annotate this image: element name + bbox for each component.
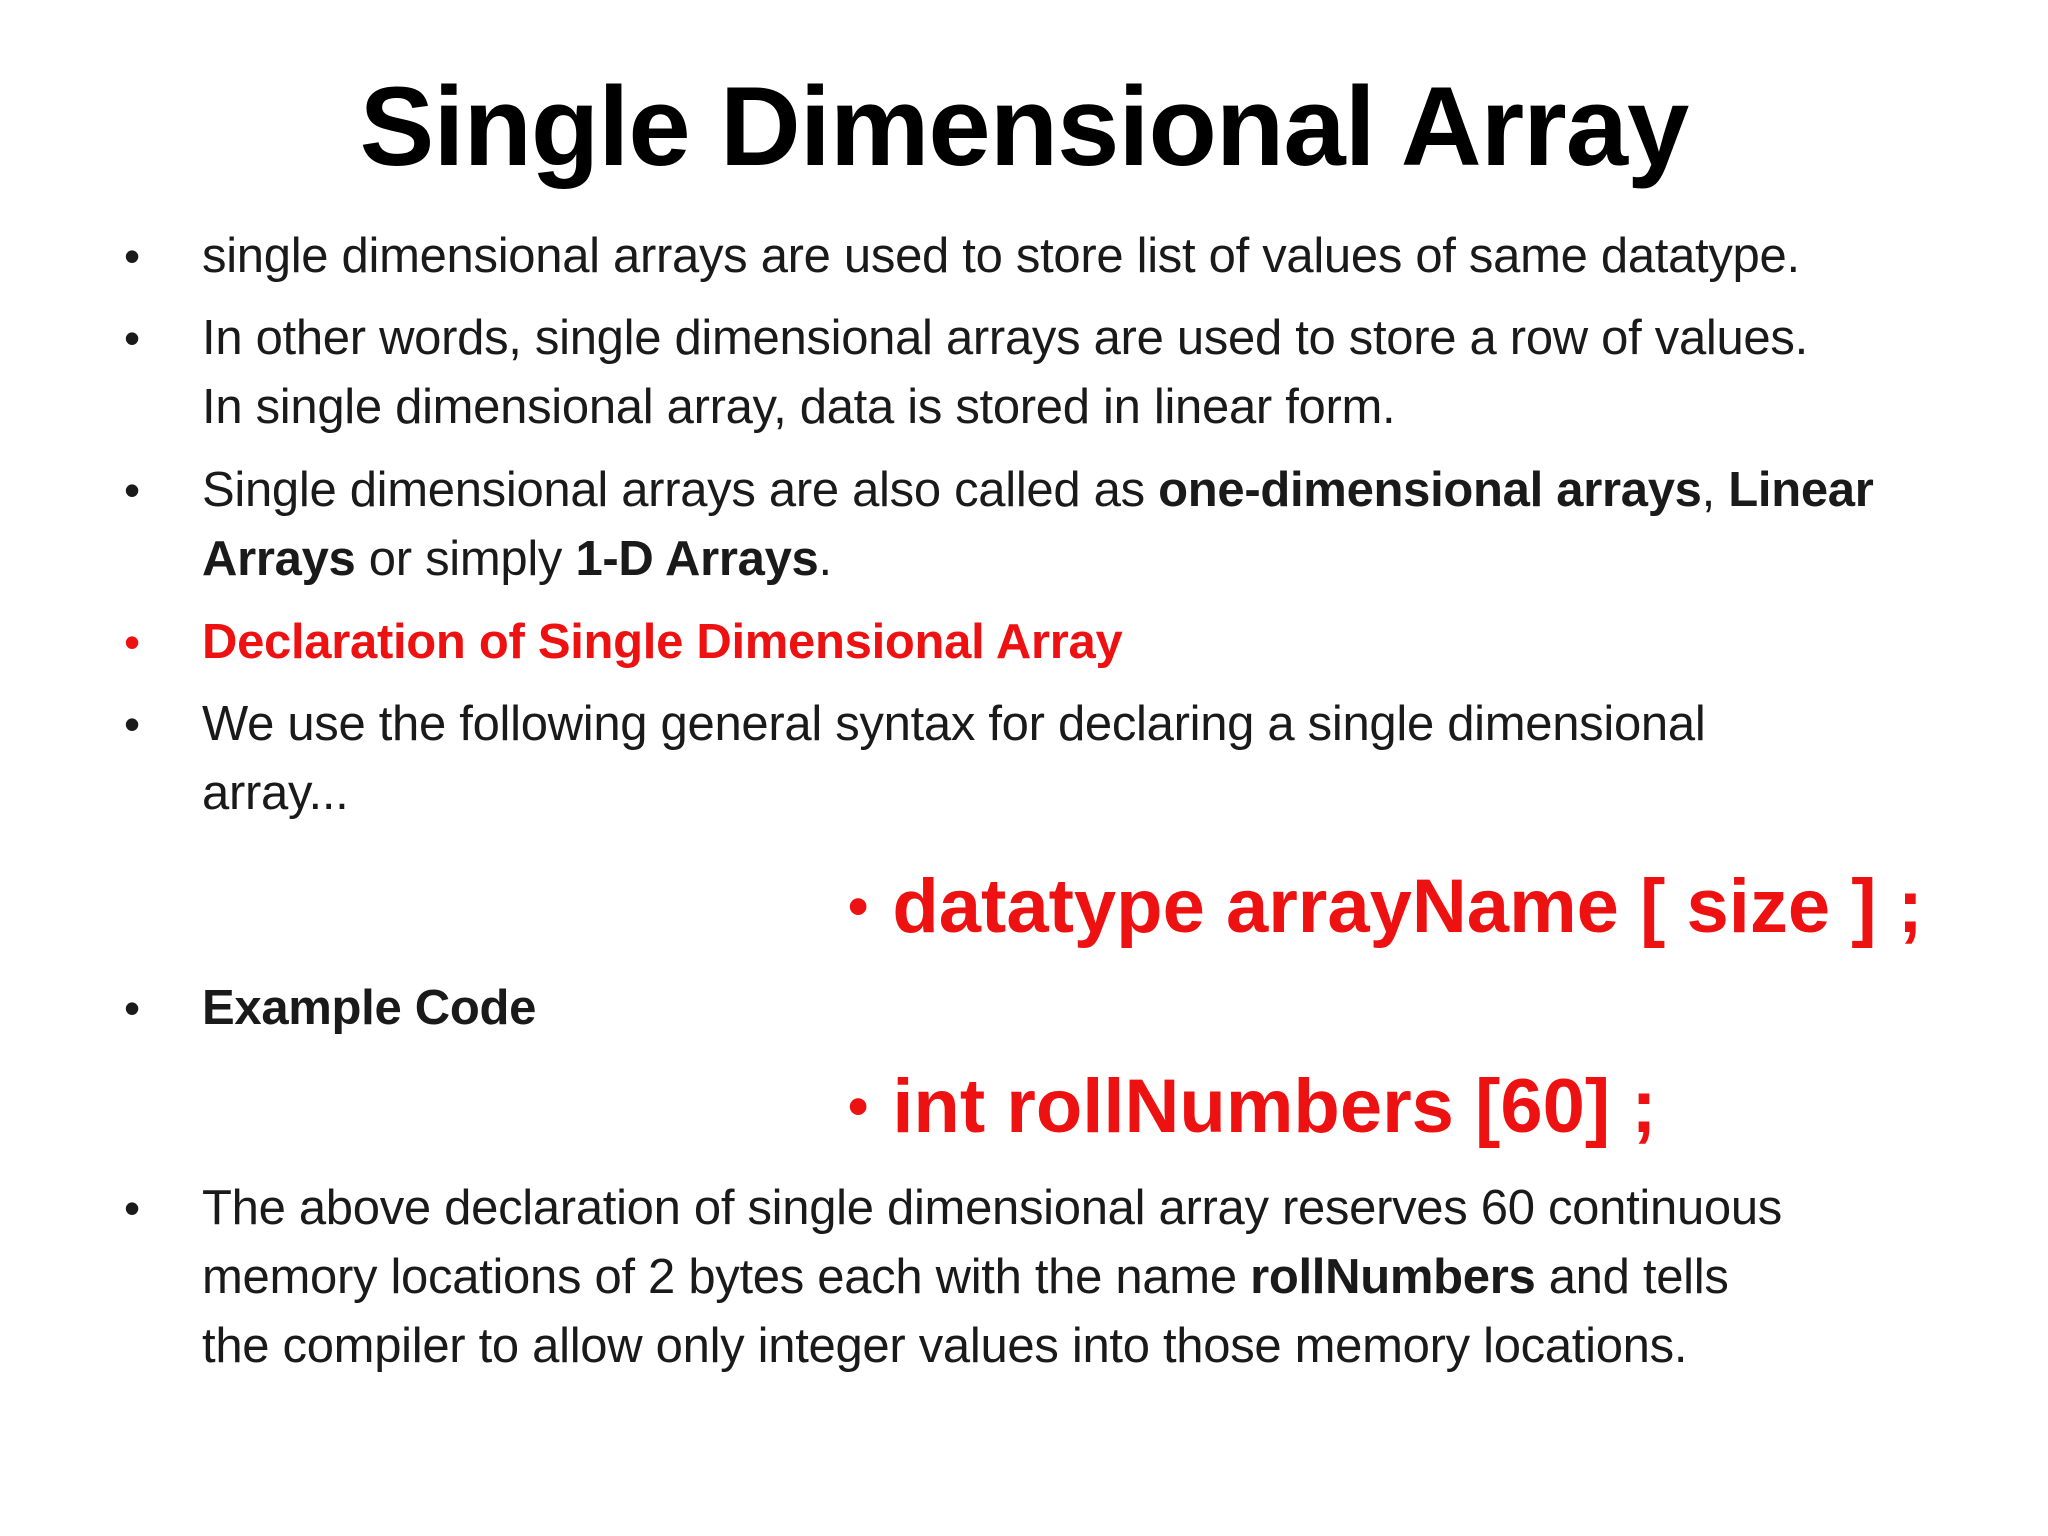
bullet-line: In single dimensional array, data is stored in linear form.: [202, 380, 1396, 434]
bullet-text-part: or simply: [355, 532, 576, 586]
bullet-text: [202, 456, 1962, 594]
bullet-text: [202, 690, 1962, 828]
bullet-text-part: ,: [1701, 463, 1729, 517]
bullet-text: [202, 304, 1962, 442]
bullet-line: The above declaration of single dimensional array reserves 60 continuous: [202, 1181, 1782, 1235]
bullet-text: [202, 1174, 1962, 1381]
bullet-text-part: and tells: [1535, 1250, 1729, 1304]
declaration-heading: Declaration of Single Dimensional Array: [202, 615, 1123, 669]
bullet-text-content: single dimensional arrays are used to store list of values of same datatype.: [202, 229, 1800, 283]
bullet-dot: •: [124, 230, 141, 282]
bullet-line: the compiler to allow only integer values into those memory locations.: [202, 1319, 1688, 1373]
bullet-line: We use the following general syntax for declaring a single dimensional: [202, 697, 1706, 751]
slide-title: Single Dimensional Array: [359, 64, 1689, 189]
bullet-line: In other words, single dimensional arrays are used to store a row of values.: [202, 311, 1808, 365]
bold-term-one-dimensional: one-dimensional arrays: [1158, 463, 1702, 517]
code-bullet-dot: •: [848, 1074, 869, 1139]
bullet-text: [202, 222, 1962, 291]
bullet-dot: •: [124, 698, 141, 750]
syntax-code: [848, 862, 1923, 952]
bullet-line: array...: [202, 766, 349, 820]
bold-term-rollnumbers: rollNumbers: [1250, 1250, 1536, 1304]
bullet-text-part: .: [818, 532, 832, 586]
bullet-dot: •: [124, 982, 141, 1034]
bullet-text-part: memory locations of 2 bytes each with the name: [202, 1250, 1251, 1304]
bullet-dot: •: [124, 312, 141, 364]
code-bullet-dot: •: [848, 874, 869, 939]
bold-term-1d-arrays: 1-D Arrays: [575, 532, 819, 586]
bullet-dot: •: [124, 1182, 141, 1234]
bold-term-linear: Linear: [1728, 463, 1874, 517]
example-text: int rollNumbers [60] ;: [892, 1064, 1657, 1149]
bullet-dot: •: [124, 616, 141, 668]
example-heading: Example Code: [202, 981, 537, 1035]
bold-term-arrays: Arrays: [202, 532, 356, 586]
bullet-dot: •: [124, 464, 141, 516]
bullet-text-part: Single dimensional arrays are also called as: [202, 463, 1159, 517]
example-code: [848, 1062, 1657, 1152]
syntax-text: datatype arrayName [ size ] ;: [892, 864, 1923, 949]
